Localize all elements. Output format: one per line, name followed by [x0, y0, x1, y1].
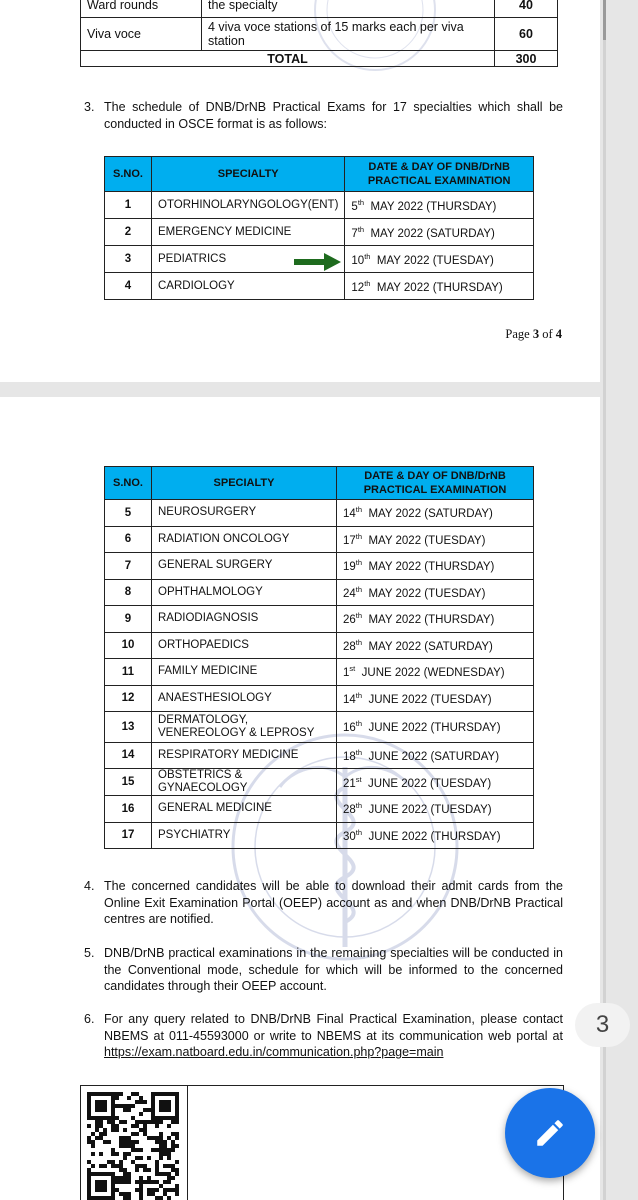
cell-sno: 1	[105, 192, 152, 219]
header-specialty: SPECIALTY	[152, 467, 337, 500]
qr-code-icon	[87, 1092, 179, 1200]
cell-sno: 16	[105, 796, 152, 823]
table-row	[105, 632, 534, 659]
pdf-page-3	[0, 0, 600, 382]
arrow-right-icon	[292, 252, 342, 272]
cell-specialty: OTORHINOLARYNGOLOGY(ENT)	[152, 192, 345, 219]
total-marks: 300	[495, 51, 558, 67]
paragraph-4	[84, 878, 563, 928]
communication-portal-link[interactable]: https://exam.natboard.edu.in/communication.php?page=main	[104, 1045, 444, 1059]
date-suffix: th	[355, 637, 363, 647]
marks-table	[80, 0, 558, 67]
date-suffix: th	[355, 690, 363, 700]
paragraph-text	[88, 1011, 563, 1061]
cell-date	[337, 500, 534, 527]
cell-date	[345, 192, 534, 219]
date-rest: MAY 2022 (SATURDAY)	[368, 508, 493, 521]
date-suffix: th	[355, 827, 363, 837]
cell-specialty: GENERAL SURGERY	[152, 553, 337, 580]
date-day: 14	[343, 693, 356, 706]
date-day: 18	[343, 750, 356, 763]
assessment-desc: 4 viva voce stations of 15 marks each per viva station	[202, 18, 495, 51]
assessment-desc: the specialty	[202, 0, 495, 18]
scrollbar-thumb[interactable]	[603, 0, 606, 40]
date-day: 30	[343, 830, 356, 843]
table-row	[105, 685, 534, 712]
page-prefix: Page	[505, 327, 533, 341]
pdf-page-4	[0, 397, 600, 1200]
table-row	[105, 769, 534, 796]
paragraph-6-text: For any query related to DNB/DrNB Final Practical Examination, please contact NBEMS at 011-45593000 or write to NBEMS at its communication web portal at	[104, 1012, 563, 1043]
date-suffix: th	[355, 505, 363, 515]
table-row	[105, 659, 534, 686]
page-total: 4	[555, 327, 562, 341]
cell-date	[337, 579, 534, 606]
date-rest: MAY 2022 (SATURDAY)	[368, 640, 493, 653]
header-date: DATE & DAY OF DNB/DrNB PRACTICAL EXAMINATION	[337, 467, 534, 500]
table-header-row	[105, 467, 534, 500]
cell-specialty: RADIODIAGNOSIS	[152, 606, 337, 633]
date-suffix: th	[357, 197, 365, 207]
total-row	[81, 51, 558, 67]
paragraph-number: 5.	[84, 946, 95, 960]
date-rest: MAY 2022 (TUESDAY)	[368, 587, 486, 600]
table-row	[105, 796, 534, 823]
table-row	[105, 219, 534, 246]
table-row	[105, 742, 534, 769]
date-day: 26	[343, 614, 356, 627]
cell-specialty: RESPIRATORY MEDICINE	[152, 742, 337, 769]
date-rest: JUNE 2022 (THURSDAY)	[368, 830, 501, 843]
date-suffix: th	[355, 719, 363, 729]
date-rest: MAY 2022 (THURSDAY)	[368, 614, 495, 627]
cell-sno: 3	[105, 246, 152, 273]
date-day: 24	[343, 587, 356, 600]
paragraph-3	[84, 99, 563, 132]
cell-specialty: NEUROSURGERY	[152, 500, 337, 527]
table-row	[105, 553, 534, 580]
date-rest: JUNE 2022 (TUESDAY)	[368, 804, 492, 817]
date-rest: MAY 2022 (SATURDAY)	[370, 227, 495, 240]
cell-specialty: DERMATOLOGY, VENEREOLOGY & LEPROSY	[152, 712, 337, 743]
paragraph-6	[84, 1011, 563, 1061]
date-suffix: th	[355, 801, 363, 811]
date-rest: JUNE 2022 (SATURDAY)	[368, 750, 500, 763]
paragraph-5	[84, 945, 563, 995]
date-day: 28	[343, 640, 356, 653]
cell-sno: 10	[105, 632, 152, 659]
cell-date	[345, 246, 534, 273]
header-date: DATE & DAY OF DNB/DrNB PRACTICAL EXAMINATION	[345, 157, 534, 192]
page-count-badge[interactable]: 3	[575, 1003, 630, 1047]
date-rest: MAY 2022 (THURSDAY)	[368, 561, 495, 574]
assessment-marks: 60	[495, 18, 558, 51]
paragraph-number: 3.	[84, 100, 95, 114]
cell-sno: 13	[105, 712, 152, 743]
edit-button[interactable]	[505, 1088, 595, 1178]
cell-specialty: ORTHOPAEDICS	[152, 632, 337, 659]
cell-sno: 17	[105, 822, 152, 849]
cell-specialty: GENERAL MEDICINE	[152, 796, 337, 823]
cell-specialty: OBSTETRICS & GYNAECOLOGY	[152, 769, 337, 796]
table-row	[81, 0, 558, 18]
header-sno: S.NO.	[105, 157, 152, 192]
date-suffix: th	[364, 251, 371, 261]
schedule-table-part2	[104, 466, 534, 849]
schedule-table-part1	[104, 156, 534, 300]
pencil-icon	[533, 1116, 567, 1150]
date-suffix: th	[357, 224, 365, 234]
cell-specialty: PSYCHIATRY	[152, 822, 337, 849]
paragraph-text: The concerned candidates will be able to download their admit cards from the Online Exit Examination Portal (OEEP) account as and when DNB/DrNB Practical centres are notified.	[104, 879, 563, 926]
date-day: 10	[351, 254, 365, 267]
date-day: 7	[351, 227, 358, 240]
date-suffix: th	[355, 558, 363, 568]
cell-sno: 4	[105, 273, 152, 300]
cell-date	[345, 219, 534, 246]
cell-sno: 6	[105, 526, 152, 553]
date-rest: JUNE 2022 (TUESDAY)	[368, 777, 492, 790]
cell-specialty: OPHTHALMOLOGY	[152, 579, 337, 606]
table-header-row	[105, 157, 534, 192]
page-of: of	[539, 327, 556, 341]
assessment-item: Ward rounds	[81, 0, 202, 18]
paragraph-number: 4.	[84, 879, 95, 893]
cell-sno: 15	[105, 769, 152, 796]
cell-date	[337, 712, 534, 743]
cell-specialty: RADIATION ONCOLOGY	[152, 526, 337, 553]
cell-date	[345, 273, 534, 300]
cell-date	[337, 742, 534, 769]
cell-date	[337, 822, 534, 849]
cell-sno: 8	[105, 579, 152, 606]
cell-date	[337, 526, 534, 553]
cell-date	[337, 796, 534, 823]
date-rest: MAY 2022 (TUESDAY)	[376, 254, 494, 267]
date-day: 17	[343, 534, 356, 547]
table-row	[105, 500, 534, 527]
cell-date	[337, 606, 534, 633]
date-day: 5	[351, 200, 358, 213]
date-rest: JUNE 2022 (THURSDAY)	[368, 722, 501, 735]
date-suffix: th	[355, 531, 363, 541]
cell-sno: 12	[105, 685, 152, 712]
cell-date	[337, 632, 534, 659]
table-row	[81, 18, 558, 51]
cell-date	[337, 659, 534, 686]
cell-sno: 9	[105, 606, 152, 633]
date-day: 21	[343, 777, 356, 790]
assessment-item: Viva voce	[81, 18, 202, 51]
date-rest: MAY 2022 (THURSDAY)	[370, 200, 497, 213]
date-day: 19	[343, 561, 356, 574]
date-suffix: st	[349, 664, 356, 674]
date-day: 1	[343, 667, 350, 680]
cell-specialty: CARDIOLOGY	[152, 273, 345, 300]
assessment-marks: 40	[495, 0, 558, 18]
header-sno: S.NO.	[105, 467, 152, 500]
date-day: 14	[343, 508, 356, 521]
date-day: 16	[343, 722, 356, 735]
cell-specialty: PEDIATRICS	[152, 246, 345, 273]
cell-date	[337, 553, 534, 580]
page-number	[505, 327, 562, 342]
table-row	[105, 712, 534, 743]
cell-specialty: FAMILY MEDICINE	[152, 659, 337, 686]
date-suffix: th	[355, 584, 363, 594]
cell-sno: 14	[105, 742, 152, 769]
table-row	[105, 606, 534, 633]
date-rest: JUNE 2022 (TUESDAY)	[368, 693, 492, 706]
date-suffix: th	[355, 611, 363, 621]
header-specialty: SPECIALTY	[152, 157, 345, 192]
cell-specialty: ANAESTHESIOLOGY	[152, 685, 337, 712]
paragraph-text: DNB/DrNB practical examinations in the remaining specialties will be conducted in the Conventional mode, schedule for which will be informed to the concerned candidates through their OEEP account.	[104, 946, 563, 993]
date-day: 12	[351, 281, 365, 294]
cell-date	[337, 685, 534, 712]
date-rest: MAY 2022 (THURSDAY)	[376, 281, 503, 294]
cell-sno: 5	[105, 500, 152, 527]
table-row	[105, 192, 534, 219]
cell-date	[337, 769, 534, 796]
paragraph-text: The schedule of DNB/DrNB Practical Exams for 17 specialties which shall be conducted in OSCE format is as follows:	[104, 100, 563, 131]
date-suffix: th	[355, 747, 363, 757]
date-day: 28	[343, 804, 356, 817]
page-current: 3	[532, 327, 540, 341]
paragraph-number: 6.	[84, 1012, 95, 1026]
table-row	[105, 273, 534, 300]
divider	[187, 1086, 188, 1200]
table-row	[105, 822, 534, 849]
total-label: TOTAL	[81, 51, 495, 67]
date-suffix: th	[364, 278, 371, 288]
date-rest: MAY 2022 (TUESDAY)	[368, 534, 486, 547]
cell-specialty: EMERGENCY MEDICINE	[152, 219, 345, 246]
table-row	[105, 526, 534, 553]
cell-sno: 2	[105, 219, 152, 246]
cell-sno: 7	[105, 553, 152, 580]
date-rest: JUNE 2022 (WEDNESDAY)	[361, 667, 505, 680]
qr-code-box	[80, 1085, 564, 1200]
table-row	[105, 579, 534, 606]
date-suffix: st	[355, 774, 362, 784]
cell-sno: 11	[105, 659, 152, 686]
